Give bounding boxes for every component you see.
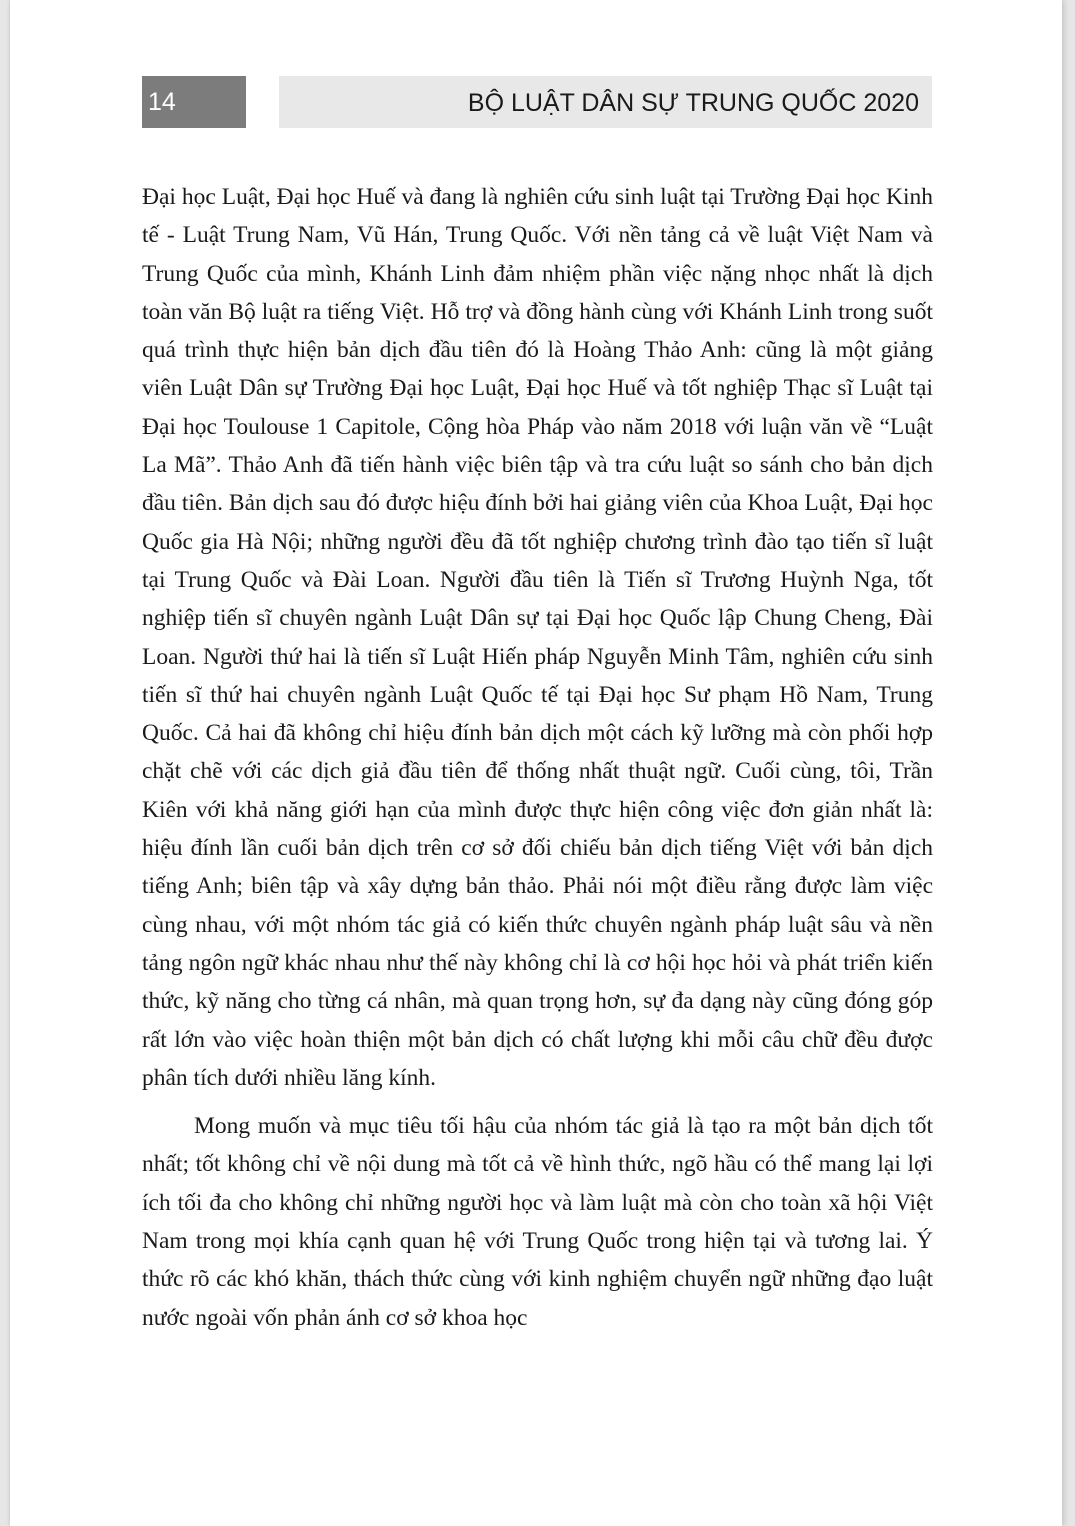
paragraph-continued: Đại học Luật, Đại học Huế và đang là nghiên cứu sinh luật tại Trường Đại học Kinh tế - Luật Trung Nam, Vũ Hán, Trung Quốc. Với nền tảng cả về luật Việt Nam và Trung Quốc của mình, Khánh Linh đảm nhiệm phần việc nặng nhọc nhất là dịch toàn văn Bộ luật ra tiếng Việt. Hỗ trợ và đồng hành cùng với Khánh Linh trong suốt quá trình thực hiện bản dịch đầu tiên đó là Hoàng Thảo Anh: cũng là một giảng viên Luật Dân sự Trường Đại học Luật, Đại học Huế và tốt nghiệp Thạc sĩ Luật tại Đại học Toulouse 1 Capitole, Cộng hòa Pháp vào năm 2018 với luận văn về “Luật La Mã”. Thảo Anh đã tiến hành việc biên tập và tra cứu luật so sánh cho bản dịch đầu tiên. Bản dịch sau đó được hiệu đính bởi hai giảng viên của Khoa Luật, Đại học Quốc gia Hà Nội; những người đều đã tốt nghiệp chương trình đào tạo tiến sĩ luật tại Trung Quốc và Đài Loan. Người đầu tiên là Tiến sĩ Trương Huỳnh Nga, tốt nghiệp tiến sĩ chuyên ngành Luật Dân sự tại Đại học Quốc lập Chung Cheng, Đài Loan. Người thứ hai là tiến sĩ Luật Hiến pháp Nguyễn Minh Tâm, nghiên cứu sinh tiến sĩ thứ hai chuyên ngành Luật Quốc tế tại Đại học Sư phạm Hồ Nam, Trung Quốc. Cả hai đã không chỉ hiệu đính bản dịch một cách kỹ lưỡng mà còn phối hợp chặt chẽ với các dịch giả đầu tiên để thống nhất thuật ngữ. Cuối cùng, tôi, Trần Kiên với khả năng giới hạn của mình được thực hiện công việc đơn giản nhất là: hiệu đính lần cuối bản dịch trên cơ sở đối chiếu bản dịch tiếng Việt với bản dịch tiếng Anh; biên tập và xây dựng bản thảo. Phải nói một điều rằng được làm việc cùng nhau, với một nhóm tác giả có kiến thức chuyên ngành pháp luật sâu và nền tảng ngôn ngữ khác nhau như thế này không chỉ là cơ hội học hỏi và phát triển kiến thức, kỹ năng cho từng cá nhân, mà quan trọng hơn, sự đa dạng này cũng đóng góp rất lớn vào việc hoàn thiện một bản dịch có chất lượng khi mỗi câu chữ đều được phân tích dưới nhiều lăng kính. (142, 184, 933, 1091)
body-text (142, 178, 933, 1337)
page-number: 14 (142, 76, 246, 128)
paragraph-goals: Mong muốn và mục tiêu tối hậu của nhóm tác giả là tạo ra một bản dịch tốt nhất; tốt không chỉ về nội dung mà tốt cả về hình thức, ngõ hầu có thể mang lại lợi ích tối đa cho không chỉ những người học và làm luật mà còn cho toàn xã hội Việt Nam trong mọi khía cạnh quan hệ với Trung Quốc trong hiện tại và tương lai. Ý thức rõ các khó khăn, thách thức cùng với kinh nghiệm chuyển ngữ những đạo luật nước ngoài vốn phản ánh cơ sở khoa học (142, 1113, 933, 1331)
book-page (10, 0, 1062, 1526)
running-header-title: BỘ LUẬT DÂN SỰ TRUNG QUỐC 2020 (279, 76, 932, 128)
